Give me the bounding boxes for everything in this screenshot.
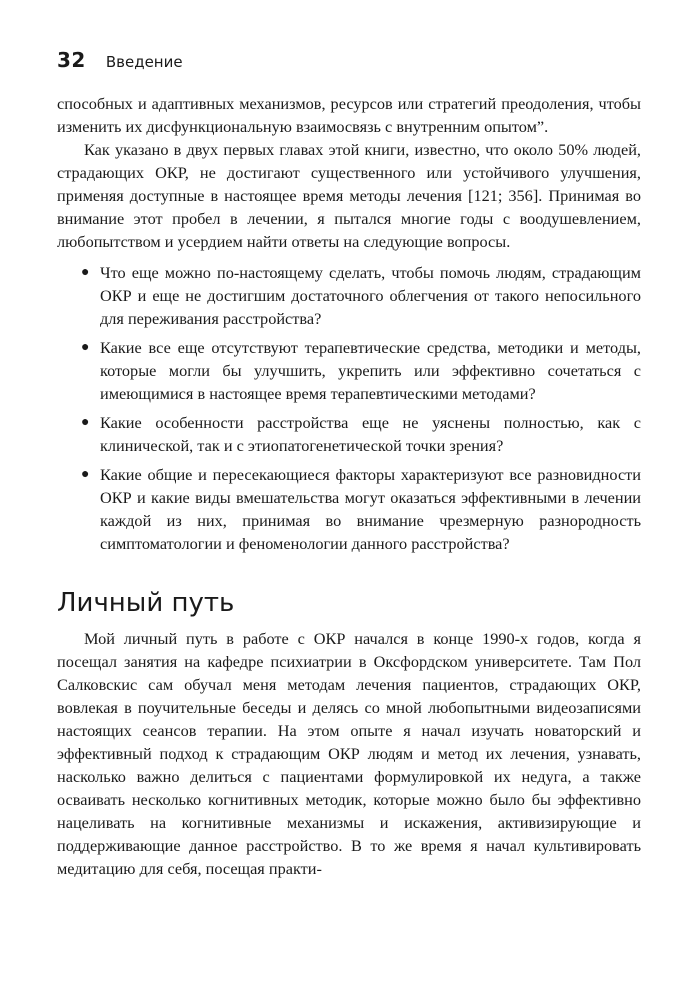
- list-item-text: Какие особенности расстройства еще не уяснены полностью, как с клинической, так и с этиопатогенетической точки зрения?: [100, 413, 641, 455]
- bullet-icon: ●: [81, 467, 90, 482]
- paragraph-continuation: способных и адаптивных механизмов, ресурсов или стратегий преодоления, чтобы изменить их дисфункциональную взаимосвязь с внутренним опытом”.: [57, 94, 641, 136]
- paragraph-intro-questions: Как указано в двух первых главах этой книги, известно, что около 50% людей, страдающих ОКР, не достигают существенного или устойчивого улучшения, применяя доступные в настоящее время методы лечения [121; 356]. Принимая во внимание этот пробел в лечении, я пытался многие годы с воодушевлением, любопытством и усердием найти ответы на следующие вопросы.: [57, 140, 641, 251]
- paragraph-personal-path: Мой личный путь в работе с ОКР начался в конце 1990-х годов, когда я посещал занятия на кафедре психиатрии в Оксфордском университете. Там Пол Салковскис сам обучал меня методам лечения пациентов, страдающих ОКР, вовлекая в поучительные беседы и делясь со мной любопытными видеозаписями настоящих сеансов терапии. На этом опыте я начал изучать новаторский и эффективный подход к страдающим ОКР людям и метод их лечения, узнавать, насколько важно делиться с пациентами формулировкой их недуга, а также осваивать несколько когнитивных методик, которые можно было бы эффективно нацеливать на когнитивные механизмы и искажения, активизирующие и поддерживающие данное расстройство. В то же время я начал культивировать медитацию для себя, посещая практи-: [57, 629, 641, 878]
- list-item-text: Какие общие и пересекающиеся факторы характеризуют все разновидности ОКР и какие виды вмешательства могут оказаться эффективными в лечении каждой из них, принимая во внимание чрезмерную разнородность симптоматологии и феноменологии данного расстройства?: [100, 465, 641, 553]
- question-list: [57, 261, 641, 555]
- running-head-section: Введение: [105, 53, 183, 71]
- bullet-icon: ●: [81, 340, 90, 355]
- section-heading: Личный путь: [57, 588, 235, 618]
- list-item-text: Какие все еще отсутствуют терапевтические средства, методики и методы, которые могли бы улучшить, укрепить или эффективно сочетаться с имеющимися в настоящее время терапевтическими методами?: [100, 338, 641, 403]
- list-item: [57, 261, 641, 330]
- list-item: [57, 463, 641, 555]
- bullet-icon: ●: [81, 415, 90, 430]
- page-number: 32: [57, 48, 86, 72]
- list-item: [57, 336, 641, 405]
- bullet-icon: ●: [81, 265, 90, 280]
- list-item-text: Что еще можно по-настоящему сделать, чтобы помочь людям, страдающим ОКР и еще не достигшим достаточного облегчения от такого непосильного для переживания расстройства?: [100, 263, 641, 328]
- list-item: [57, 411, 641, 457]
- book-page: [57, 48, 641, 880]
- body-text: [57, 92, 641, 880]
- running-head: [57, 48, 641, 76]
